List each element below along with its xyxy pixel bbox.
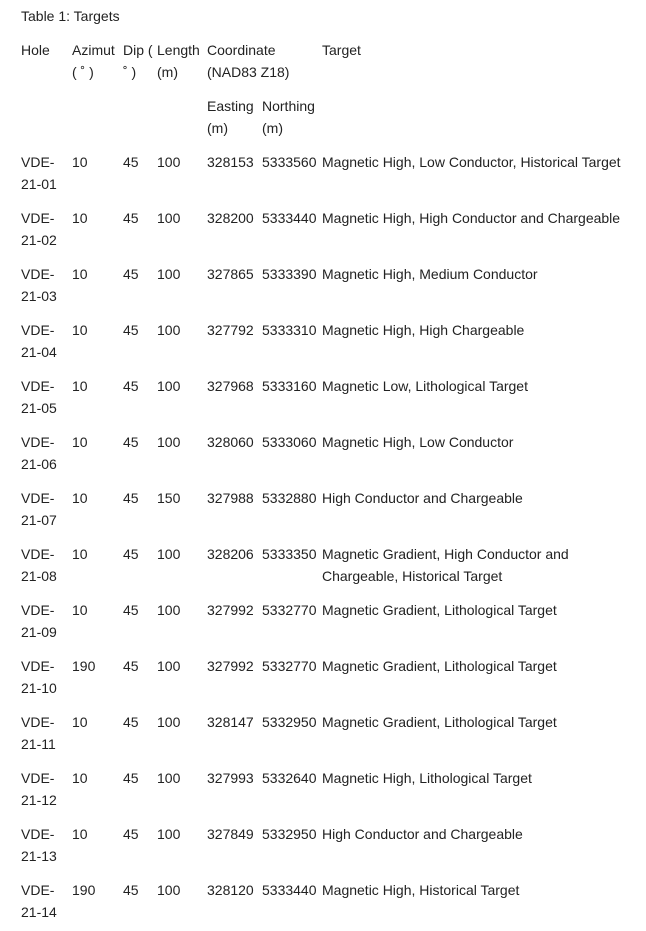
header-hole: Hole <box>21 42 50 58</box>
cell-dip: 45 <box>123 602 139 618</box>
cell-hole: VDE- <box>21 882 55 898</box>
cell-hole: VDE- <box>21 546 55 562</box>
cell-dip: 45 <box>123 770 139 786</box>
cell-northing: 5332770 <box>262 658 317 674</box>
cell-hole-suffix: 21-04 <box>21 344 57 360</box>
header-easting: Easting <box>207 98 254 114</box>
cell-target: High Conductor and Chargeable <box>322 826 523 842</box>
cell-azimuth: 10 <box>72 770 88 786</box>
cell-azimuth: 10 <box>72 378 88 394</box>
header-coordinate-datum: (NAD83 Z18) <box>207 64 290 80</box>
cell-northing: 5333060 <box>262 434 317 450</box>
cell-hole-suffix: 21-12 <box>21 792 57 808</box>
cell-hole-suffix: 21-14 <box>21 904 57 920</box>
cell-target: Magnetic High, Medium Conductor <box>322 266 538 282</box>
cell-northing: 5333440 <box>262 210 317 226</box>
cell-hole-suffix: 21-03 <box>21 288 57 304</box>
cell-northing: 5333160 <box>262 378 317 394</box>
cell-northing: 5332640 <box>262 770 317 786</box>
cell-easting: 327968 <box>207 378 254 394</box>
cell-hole: VDE- <box>21 602 55 618</box>
cell-length: 100 <box>157 378 181 394</box>
cell-target: Magnetic Gradient, Lithological Target <box>322 714 557 730</box>
cell-northing: 5333560 <box>262 154 317 170</box>
cell-target: Magnetic Low, Lithological Target <box>322 378 528 394</box>
cell-hole: VDE- <box>21 490 55 506</box>
header-length: Length <box>157 42 200 58</box>
cell-target: Magnetic High, Historical Target <box>322 882 520 898</box>
cell-target: Magnetic Gradient, Lithological Target <box>322 602 557 618</box>
cell-azimuth: 10 <box>72 434 88 450</box>
cell-hole-suffix: 21-09 <box>21 624 57 640</box>
header-northing-unit: (m) <box>262 120 283 136</box>
cell-hole: VDE- <box>21 210 55 226</box>
cell-dip: 45 <box>123 546 139 562</box>
cell-target: Magnetic High, High Chargeable <box>322 322 525 338</box>
cell-target: Magnetic Gradient, High Conductor and Chargeable, Historical Target <box>322 546 569 584</box>
cell-easting: 327993 <box>207 770 254 786</box>
cell-azimuth: 190 <box>72 882 96 898</box>
header-length-unit: (m) <box>157 64 178 80</box>
cell-dip: 45 <box>123 154 139 170</box>
cell-hole: VDE- <box>21 154 55 170</box>
cell-easting: 328120 <box>207 882 254 898</box>
cell-easting: 328147 <box>207 714 254 730</box>
cell-easting: 327992 <box>207 658 254 674</box>
cell-length: 100 <box>157 882 181 898</box>
cell-target: High Conductor and Chargeable <box>322 490 523 506</box>
header-target: Target <box>322 42 361 58</box>
cell-easting: 327992 <box>207 602 254 618</box>
cell-length: 100 <box>157 210 181 226</box>
cell-hole: VDE- <box>21 322 55 338</box>
cell-easting: 328200 <box>207 210 254 226</box>
cell-length: 100 <box>157 714 181 730</box>
cell-easting: 327988 <box>207 490 254 506</box>
cell-hole: VDE- <box>21 770 55 786</box>
cell-dip: 45 <box>123 658 139 674</box>
cell-azimuth: 10 <box>72 154 88 170</box>
cell-azimuth: 10 <box>72 210 88 226</box>
cell-dip: 45 <box>123 266 139 282</box>
cell-easting: 328060 <box>207 434 254 450</box>
cell-target: Magnetic Gradient, Lithological Target <box>322 658 557 674</box>
header-dip: Dip ( <box>123 42 153 58</box>
cell-hole: VDE- <box>21 714 55 730</box>
cell-dip: 45 <box>123 882 139 898</box>
cell-length: 150 <box>157 490 181 506</box>
cell-hole-suffix: 21-08 <box>21 568 57 584</box>
cell-azimuth: 10 <box>72 266 88 282</box>
cell-northing: 5333440 <box>262 882 317 898</box>
cell-northing: 5332950 <box>262 826 317 842</box>
cell-dip: 45 <box>123 714 139 730</box>
header-azimuth: Azimut <box>72 42 115 58</box>
cell-hole-suffix: 21-10 <box>21 680 57 696</box>
cell-hole-suffix: 21-13 <box>21 848 57 864</box>
cell-azimuth: 10 <box>72 826 88 842</box>
cell-easting: 328206 <box>207 546 254 562</box>
cell-target: Magnetic High, Lithological Target <box>322 770 532 786</box>
cell-hole-suffix: 21-06 <box>21 456 57 472</box>
cell-length: 100 <box>157 322 181 338</box>
cell-dip: 45 <box>123 434 139 450</box>
cell-hole: VDE- <box>21 658 55 674</box>
cell-hole-suffix: 21-11 <box>21 736 56 752</box>
cell-hole: VDE- <box>21 266 55 282</box>
cell-length: 100 <box>157 154 181 170</box>
cell-length: 100 <box>157 546 181 562</box>
cell-azimuth: 10 <box>72 322 88 338</box>
cell-easting: 327849 <box>207 826 254 842</box>
cell-target: Magnetic High, Low Conductor <box>322 434 514 450</box>
cell-hole-suffix: 21-05 <box>21 400 57 416</box>
cell-northing: 5332880 <box>262 490 317 506</box>
cell-easting: 328153 <box>207 154 254 170</box>
cell-easting: 327792 <box>207 322 254 338</box>
cell-northing: 5332770 <box>262 602 317 618</box>
header-dip-unit: ˚ ) <box>123 64 137 80</box>
cell-dip: 45 <box>123 826 139 842</box>
cell-easting: 327865 <box>207 266 254 282</box>
cell-dip: 45 <box>123 378 139 394</box>
table-caption: Table 1: Targets <box>21 8 120 24</box>
cell-azimuth: 10 <box>72 546 88 562</box>
cell-hole-suffix: 21-01 <box>21 176 57 192</box>
cell-length: 100 <box>157 434 181 450</box>
cell-dip: 45 <box>123 490 139 506</box>
cell-hole: VDE- <box>21 434 55 450</box>
cell-azimuth: 190 <box>72 658 96 674</box>
cell-hole-suffix: 21-07 <box>21 512 57 528</box>
cell-azimuth: 10 <box>72 490 88 506</box>
cell-azimuth: 10 <box>72 602 88 618</box>
cell-azimuth: 10 <box>72 714 88 730</box>
cell-northing: 5332950 <box>262 714 317 730</box>
cell-target: Magnetic High, High Conductor and Chargeable <box>322 210 621 226</box>
cell-northing: 5333350 <box>262 546 317 562</box>
cell-dip: 45 <box>123 322 139 338</box>
header-northing: Northing <box>262 98 315 114</box>
cell-length: 100 <box>157 658 181 674</box>
cell-dip: 45 <box>123 210 139 226</box>
header-azimuth-unit: ( ˚ ) <box>72 64 94 80</box>
cell-northing: 5333390 <box>262 266 317 282</box>
cell-target: Magnetic High, Low Conductor, Historical Target <box>322 154 621 170</box>
header-easting-unit: (m) <box>207 120 228 136</box>
cell-hole-suffix: 21-02 <box>21 232 57 248</box>
cell-length: 100 <box>157 602 181 618</box>
cell-length: 100 <box>157 266 181 282</box>
cell-hole: VDE- <box>21 826 55 842</box>
header-coordinate: Coordinate <box>207 42 276 58</box>
cell-hole: VDE- <box>21 378 55 394</box>
cell-length: 100 <box>157 770 181 786</box>
cell-northing: 5333310 <box>262 322 317 338</box>
cell-length: 100 <box>157 826 181 842</box>
